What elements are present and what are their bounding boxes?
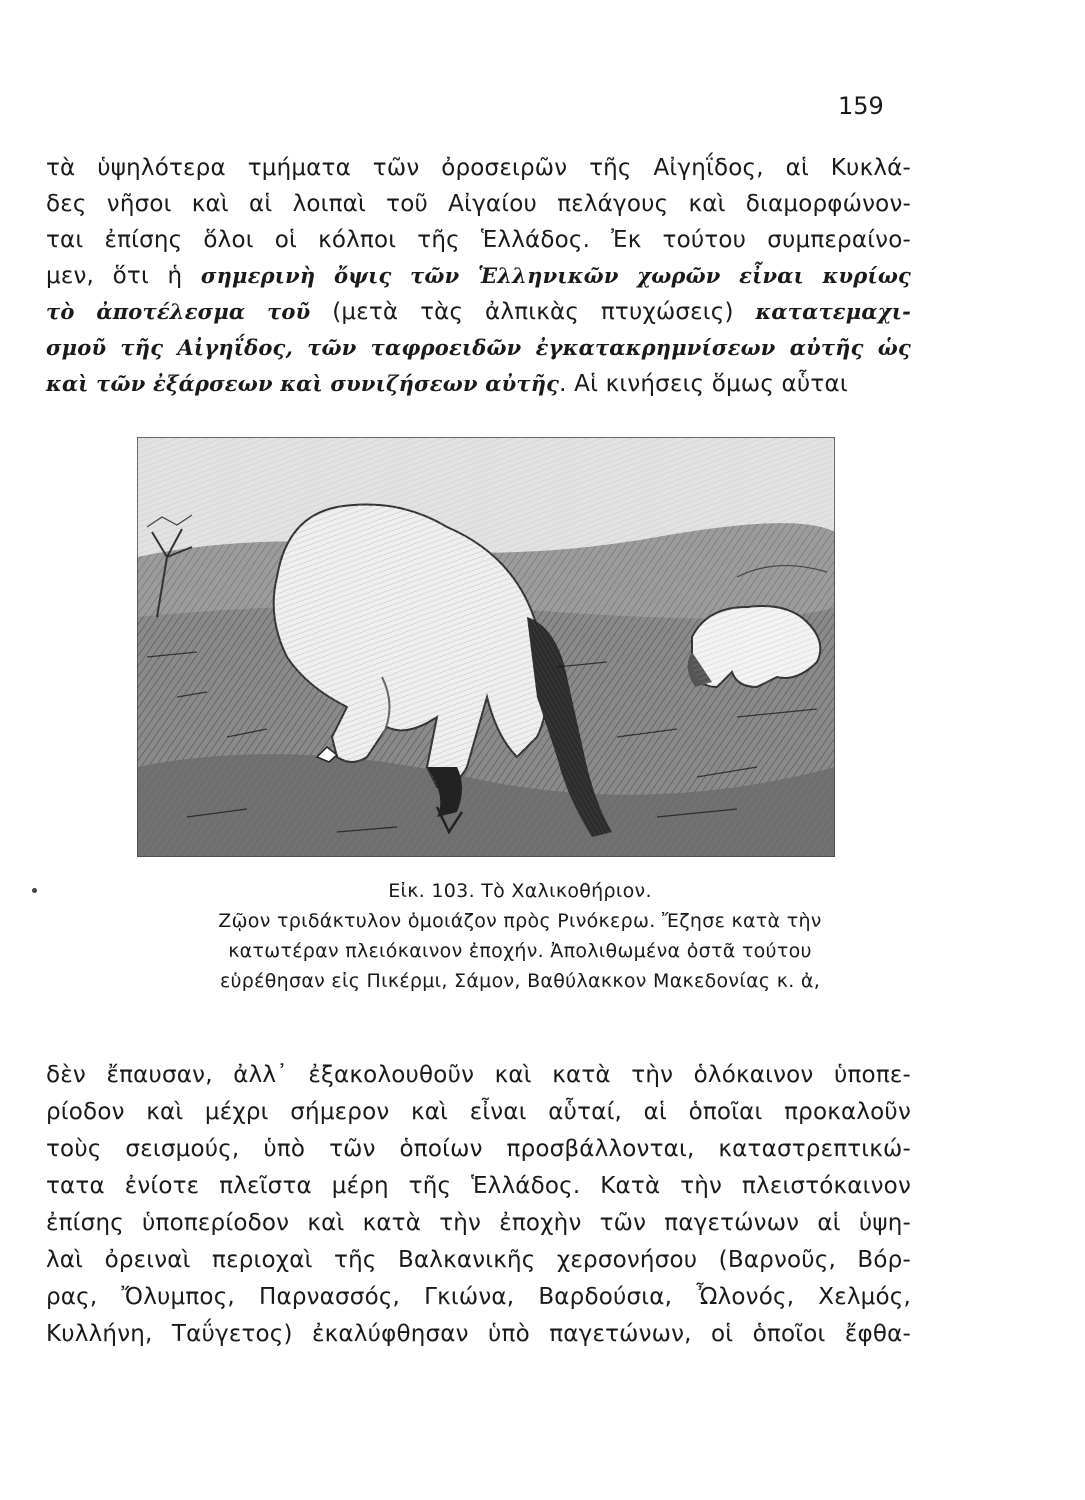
figure-caption-line: κατωτέραν πλειόκαινον ἐποχήν. Ἀπολιθωμένα ὀστᾶ τούτου xyxy=(228,940,812,962)
text-run: . Αἱ κινήσεις ὅμως αὗται xyxy=(559,371,848,397)
bottom-paragraph xyxy=(46,1057,911,1353)
text-run: (μετὰ τὰς ἀλπικὰς πτυχώσεις) xyxy=(310,299,756,325)
margin-dot xyxy=(32,888,37,893)
text-line: τὰ ὑψηλότερα τμήματα τῶν ὀροσειρῶν τῆς Αἰγηΐδος, αἱ Κυκλά- xyxy=(46,155,911,181)
figure-caption-title: Εἰκ. 103. Τὸ Χαλικοθήριον. xyxy=(388,880,652,902)
text-line: ρίοδον καὶ μέχρι σήμερον καὶ εἶναι αὗταί, αἱ ὁποῖαι προκαλοῦν xyxy=(46,1099,911,1125)
text-line: τατα ἐνίοτε πλεῖστα μέρη τῆς Ἑλλάδος. Κατὰ τὴν πλειστόκαινον xyxy=(46,1173,911,1199)
text-line: ἐπίσης ὑποπερίοδον καὶ κατὰ τὴν ἐποχὴν τῶν παγετώνων αἱ ὑψη- xyxy=(46,1210,911,1236)
emphasized-text: σημερινὴ ὄψις τῶν Ἑλληνικῶν χωρῶν εἶναι κυρίως xyxy=(200,263,911,288)
text-run: μεν, ὅτι ἡ xyxy=(46,263,201,289)
text-line xyxy=(46,258,911,294)
text-line xyxy=(46,330,911,366)
text-line: τοὺς σεισμούς, ὑπὸ τῶν ὁποίων προσβάλλονται, καταστρεπτικώ- xyxy=(46,1136,911,1162)
figure-caption-line: Ζῷον τριδάκτυλον ὁμοιάζον πρὸς Ρινόκερω. Ἔζησε κατὰ τὴν xyxy=(218,910,822,932)
text-line: Κυλλήνη, Ταΰγετος) ἐκαλύφθησαν ὑπὸ παγετώνων, οἱ ὁποῖοι ἔφθα- xyxy=(46,1321,911,1347)
emphasized-text: τὸ ἀποτέλεσμα τοῦ xyxy=(46,299,311,324)
text-line: δες νῆσοι καὶ αἱ λοιπαὶ τοῦ Αἰγαίου πελάγους καὶ διαμορφώνον- xyxy=(46,191,911,217)
text-line xyxy=(46,294,911,330)
text-line: λαὶ ὀρειναὶ περιοχαὶ τῆς Βαλκανικῆς χερσονήσου (Βαρνοῦς, Βόρ- xyxy=(46,1247,911,1273)
page-number: 159 xyxy=(838,92,884,120)
text-line: δὲν ἔπαυσαν, ἀλλ᾽ ἐξακολουθοῦν καὶ κατὰ τὴν ὁλόκαινον ὑποπε- xyxy=(46,1062,911,1088)
emphasized-text: καὶ τῶν ἐξάρσεων καὶ συνιζήσεων αὐτῆς xyxy=(46,371,560,396)
text-line xyxy=(46,366,911,402)
emphasized-text: σμοῦ τῆς Αἰγηΐδος, τῶν ταφροειδῶν ἐγκατακρημνίσεων αὐτῆς ὡς xyxy=(46,335,911,360)
emphasized-text: κατατεμαχι- xyxy=(755,299,911,324)
top-paragraph xyxy=(46,150,911,402)
text-line: ρας, Ὄλυμπος, Παρνασσός, Γκιώνα, Βαρδούσια, Ὦλονός, Χελμός, xyxy=(46,1284,911,1310)
chalicotherium-illustration xyxy=(137,437,835,857)
text-line: ται ἐπίσης ὅλοι οἱ κόλποι τῆς Ἑλλάδος. Ἐκ τούτου συμπεραίνο- xyxy=(46,227,911,253)
figure-caption-line: εὑρέθησαν εἰς Πικέρμι, Σάμον, Βαθύλακκον Μακεδονίας κ. ἀ, xyxy=(219,970,821,992)
